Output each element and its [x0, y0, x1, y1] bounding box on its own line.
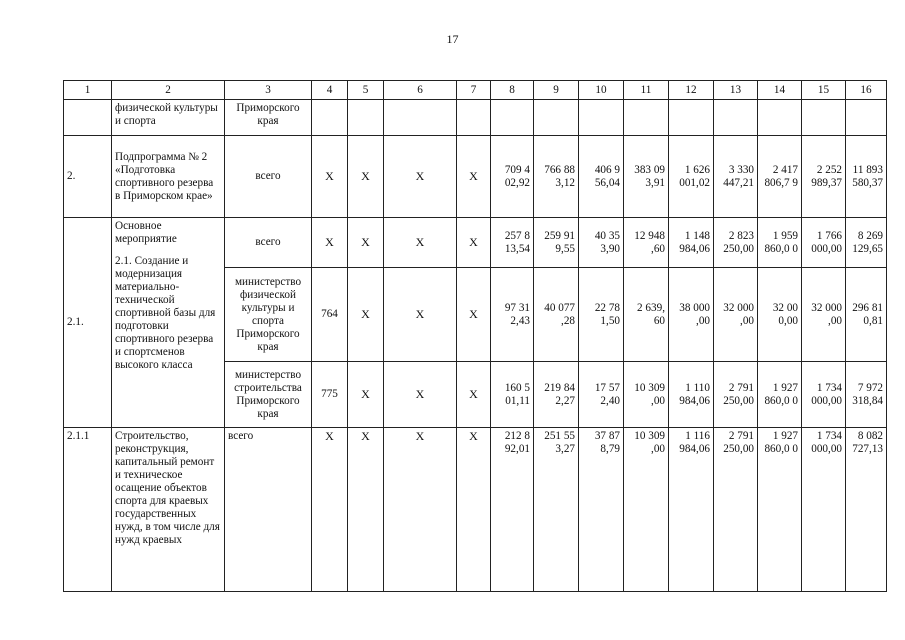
table-row-2-1-total: [64, 218, 887, 268]
amount-cell: 37 87 8,79: [579, 428, 624, 592]
amount-cell: 406 9 56,04: [579, 136, 624, 218]
x-mark-cell: X: [348, 136, 384, 218]
amount-cell: 2 252 989,37: [802, 136, 846, 218]
amount-cell: 259 91 9,55: [534, 218, 579, 268]
amount-cell: 32 00 0,00: [758, 268, 802, 362]
amount-cell: 1 959 860,0 0: [758, 218, 802, 268]
amount-cell: 32 000 ,00: [714, 268, 758, 362]
column-header: 5: [348, 81, 384, 100]
amount-cell: 38 000 ,00: [669, 268, 714, 362]
amount-cell: 3 330 447,21: [714, 136, 758, 218]
amount-cell: 1 734 000,00: [802, 362, 846, 428]
amount-cell: 12 948 ,60: [624, 218, 669, 268]
column-header: 11: [624, 81, 669, 100]
x-mark-cell: X: [348, 428, 384, 592]
page-number: 17: [446, 32, 459, 46]
code-cell: 775: [312, 362, 348, 428]
column-header: 4: [312, 81, 348, 100]
amount-cell: 17 57 2,40: [579, 362, 624, 428]
amount-cell: 1 116 984,06: [669, 428, 714, 592]
table-row-continuation: [64, 100, 887, 136]
column-header: 3: [225, 81, 312, 100]
column-header: 12: [669, 81, 714, 100]
amount-cell: 257 8 13,54: [491, 218, 534, 268]
x-mark-cell: X: [348, 362, 384, 428]
executor-cell: всего: [225, 218, 312, 268]
code-cell: 764: [312, 268, 348, 362]
executor-cell: Приморского края: [225, 100, 312, 136]
amount-cell: 10 309 ,00: [624, 428, 669, 592]
amount-cell: 22 78 1,50: [579, 268, 624, 362]
row-number-cell: 2.1.: [64, 218, 112, 428]
amount-cell: 1 734 000,00: [802, 428, 846, 592]
x-mark-cell: X: [312, 136, 348, 218]
column-header: 6: [384, 81, 457, 100]
executor-cell: всего: [225, 428, 312, 592]
amount-cell: 32 000 ,00: [802, 268, 846, 362]
amount-cell: 7 972 318,84: [846, 362, 887, 428]
x-mark-cell: X: [384, 362, 457, 428]
amount-cell: 1 766 000,00: [802, 218, 846, 268]
row-number-cell: 2.: [64, 136, 112, 218]
amount-cell: 251 55 3,27: [534, 428, 579, 592]
amount-cell: 766 88 3,12: [534, 136, 579, 218]
column-header: 10: [579, 81, 624, 100]
column-header: 13: [714, 81, 758, 100]
amount-cell: 40 077 ,28: [534, 268, 579, 362]
x-mark-cell: X: [457, 136, 491, 218]
x-mark-cell: X: [457, 362, 491, 428]
column-header: 2: [112, 81, 225, 100]
x-mark-cell: X: [312, 428, 348, 592]
column-header: 15: [802, 81, 846, 100]
event-description: 2.1. Создание и модернизация материально-технической спортивной базы для подготовки спортивного резерва и спортсменов высокого класса: [115, 255, 216, 371]
amount-cell: 2 823 250,00: [714, 218, 758, 268]
executor-cell: министерство строительства Приморского края: [225, 362, 312, 428]
amount-cell: 160 5 01,11: [491, 362, 534, 428]
x-mark-cell: X: [457, 218, 491, 268]
amount-cell: 2 791 250,00: [714, 362, 758, 428]
program-name-cell: [112, 218, 225, 428]
amount-cell: 1 626 001,02: [669, 136, 714, 218]
amount-cell: 40 35 3,90: [579, 218, 624, 268]
amount-cell: 2 417 806,7 9: [758, 136, 802, 218]
amount-cell: 10 309 ,00: [624, 362, 669, 428]
amount-cell: 296 81 0,81: [846, 268, 887, 362]
amount-cell: 2 639, 60: [624, 268, 669, 362]
budget-table: [63, 80, 887, 592]
x-mark-cell: X: [348, 268, 384, 362]
amount-cell: 8 269 129,65: [846, 218, 887, 268]
amount-cell: 212 8 92,01: [491, 428, 534, 592]
amount-cell: 1 927 860,0 0: [758, 428, 802, 592]
amount-cell: 1 110 984,06: [669, 362, 714, 428]
executor-cell: всего: [225, 136, 312, 218]
executor-cell: министерство физической культуры и спорта Приморского края: [225, 268, 312, 362]
column-header: 1: [64, 81, 112, 100]
table-row-subprogram-2: [64, 136, 887, 218]
amount-cell: 709 4 02,92: [491, 136, 534, 218]
amount-cell: 97 31 2,43: [491, 268, 534, 362]
x-mark-cell: X: [348, 218, 384, 268]
amount-cell: 8 082 727,13: [846, 428, 887, 592]
column-header: 14: [758, 81, 802, 100]
column-header: 7: [457, 81, 491, 100]
event-label: Основное мероприятие: [115, 220, 177, 245]
program-name-cell: Подпрограмма № 2 «Подготовка спортивного резерва в Приморском крае»: [112, 136, 225, 218]
x-mark-cell: X: [384, 428, 457, 592]
x-mark-cell: X: [457, 268, 491, 362]
column-number-row: [64, 81, 887, 100]
row-number-cell: 2.1.1: [64, 428, 112, 592]
program-name-cell: Строительство, реконструкция, капитальный ремонт и техническое осащение объектов спорта для краевых государственных нужд, в том числе для нужд краевых: [112, 428, 225, 592]
x-mark-cell: X: [384, 218, 457, 268]
amount-cell: 1 148 984,06: [669, 218, 714, 268]
amount-cell: 219 84 2,27: [534, 362, 579, 428]
x-mark-cell: X: [457, 428, 491, 592]
program-name-cell: физической культуры и спорта: [112, 100, 225, 136]
amount-cell: 383 09 3,91: [624, 136, 669, 218]
x-mark-cell: X: [384, 136, 457, 218]
x-mark-cell: X: [312, 218, 348, 268]
column-header: 16: [846, 81, 887, 100]
x-mark-cell: X: [384, 268, 457, 362]
amount-cell: 11 893 580,37: [846, 136, 887, 218]
amount-cell: 2 791 250,00: [714, 428, 758, 592]
column-header: 8: [491, 81, 534, 100]
column-header: 9: [534, 81, 579, 100]
amount-cell: 1 927 860,0 0: [758, 362, 802, 428]
table-row-2-1-1: [64, 428, 887, 592]
